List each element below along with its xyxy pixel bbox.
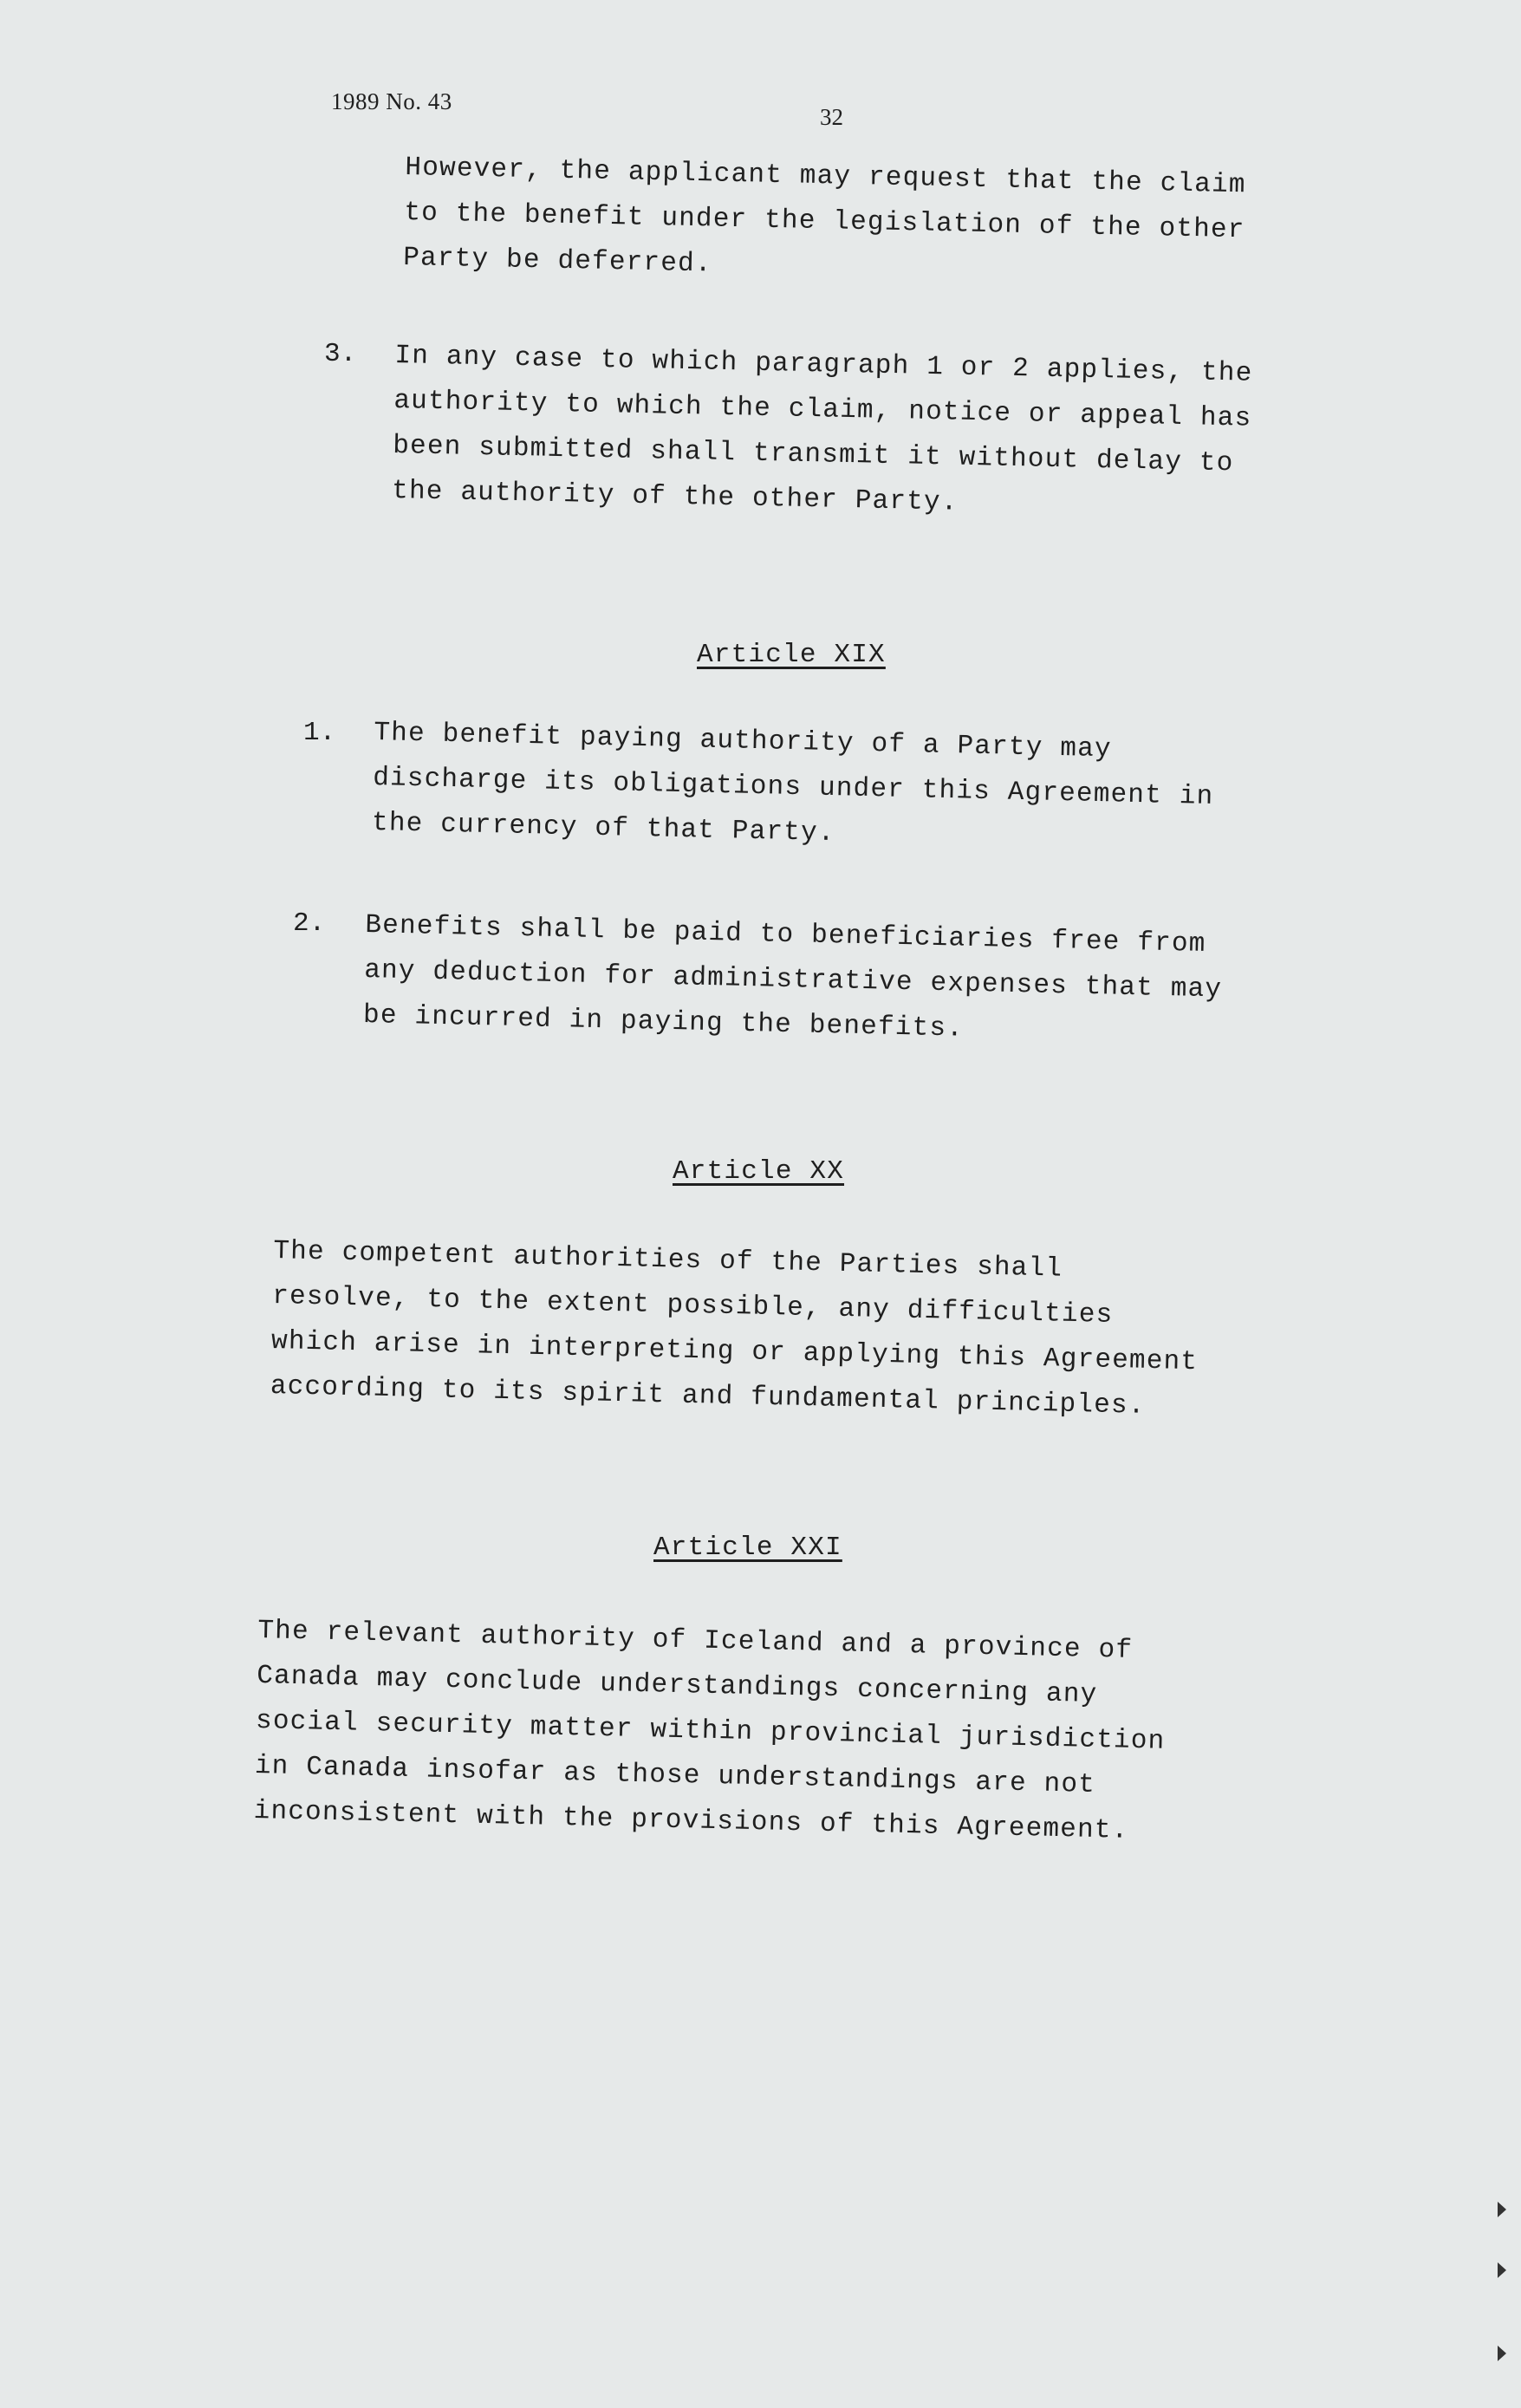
article-20-heading: Article XX bbox=[673, 1156, 845, 1187]
article-20-body bbox=[270, 1229, 1200, 1430]
text-line: according to its spirit and fundamental principles. bbox=[270, 1370, 1146, 1422]
text-line: However, the applicant may request that the claim bbox=[405, 152, 1246, 201]
text-line: The relevant authority of Iceland and a province of bbox=[257, 1615, 1134, 1666]
text-line: been submitted shall transmit it without delay to bbox=[392, 430, 1234, 479]
binding-mark-icon bbox=[1498, 2346, 1506, 2361]
article-21-heading: Article XXI bbox=[653, 1533, 842, 1563]
text-line: social security matter within provincial jurisdiction bbox=[255, 1705, 1166, 1757]
article-19-paragraph-1 bbox=[371, 711, 1215, 865]
statute-reference: 1989 No. 43 bbox=[331, 88, 452, 114]
text-line: Canada may conclude understandings concerning any bbox=[256, 1660, 1098, 1710]
text-line: which arise in interpreting or applying this Agreement bbox=[270, 1325, 1199, 1378]
text-line: the currency of that Party. bbox=[371, 807, 836, 849]
text-line: resolve, to the extent possible, any difficulties bbox=[271, 1280, 1114, 1331]
paragraph-3-number: 3. bbox=[324, 339, 357, 369]
text-line: inconsistent with the provisions of this Agreement. bbox=[253, 1795, 1129, 1846]
text-line: The competent authorities of the Parties shall bbox=[273, 1235, 1063, 1285]
text-line: any deduction for administrative expenses that may bbox=[363, 954, 1223, 1006]
text-line: authority to which the claim, notice or appeal has bbox=[393, 385, 1252, 434]
text-line: Party be deferred. bbox=[402, 242, 713, 280]
article-19-paragraph-2 bbox=[362, 903, 1223, 1058]
text-line: in Canada insofar as those understandings are not bbox=[254, 1750, 1096, 1800]
text-line: The benefit paying authority of a Party may bbox=[374, 717, 1113, 765]
article-19-paragraph-2-number: 2. bbox=[293, 908, 326, 939]
article-19-heading: Article XIX bbox=[697, 640, 886, 670]
article-19-paragraph-1-number: 1. bbox=[303, 718, 336, 748]
text-line: discharge its obligations under this Agreement in bbox=[372, 762, 1214, 812]
text-line: In any case to which paragraph 1 or 2 applies, the bbox=[394, 340, 1253, 389]
article-21-body bbox=[253, 1609, 1167, 1855]
paragraph-3 bbox=[392, 334, 1253, 532]
text-line: the authority of the other Party. bbox=[391, 475, 959, 518]
binding-mark-icon bbox=[1498, 2202, 1506, 2217]
text-line: be incurred in paying the benefits. bbox=[362, 999, 965, 1045]
binding-mark-icon bbox=[1498, 2262, 1506, 2278]
page-number: 32 bbox=[820, 104, 843, 130]
text-line: to the benefit under the legislation of the other bbox=[404, 197, 1245, 246]
text-line: Benefits shall be paid to beneficiaries free from bbox=[365, 909, 1206, 960]
paragraph-2-continuation bbox=[403, 146, 1246, 298]
